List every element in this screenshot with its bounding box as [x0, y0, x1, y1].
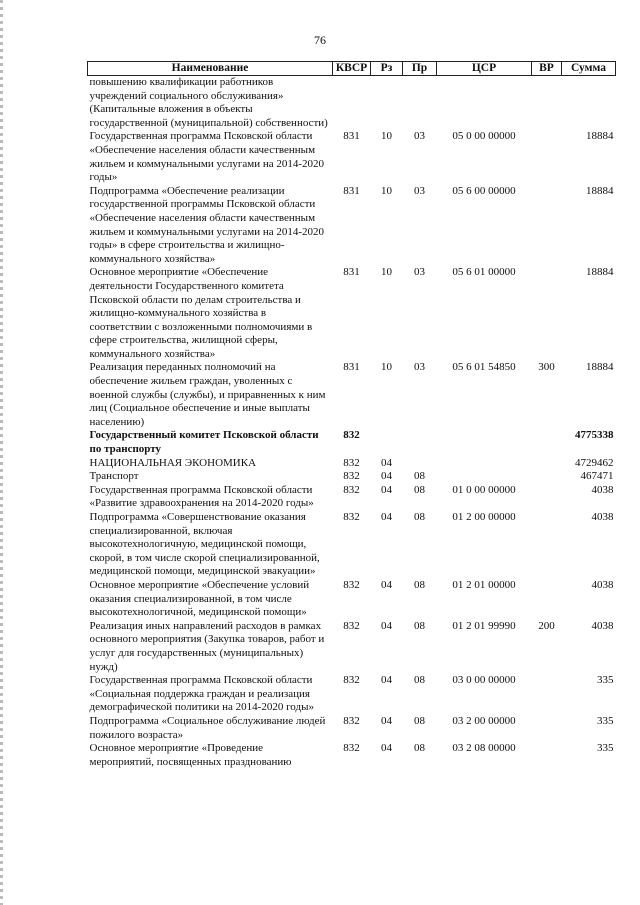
cell-name: Подпрограмма «Обеспечение реализации государственной программы Псковской области «Обеспечение населения области качественным жильем и коммунальными услугами на 2014-2020 годы» в сфере строительства и жилищно-коммунального хозяйства»	[89, 184, 325, 265]
table-row	[88, 185, 616, 267]
cell-csr	[437, 470, 532, 484]
table-row	[88, 76, 616, 131]
scan-edge	[0, 0, 3, 905]
cell-sum: 467471	[580, 470, 614, 483]
cell-pr: 08	[414, 742, 425, 755]
cell-kvsr: 831	[343, 130, 360, 143]
cell-pr: 03	[414, 266, 425, 279]
cell-name: Государственная программа Псковской области «Обеспечение населения области качественным жильем и коммунальными услугами на 2014-2020 годы»	[89, 130, 325, 184]
cell-rz: 04	[381, 578, 392, 591]
header-sum: Сумма	[562, 62, 616, 76]
cell-sum: 335	[597, 714, 614, 727]
cell-sum: 18884	[586, 361, 614, 374]
cell-name: Основное мероприятие «Обеспечение условий оказания специализированной, в том числе высокотехнологичной, медицинской помощи»	[89, 578, 310, 619]
table-row	[88, 511, 616, 579]
table-row	[88, 742, 616, 769]
cell-csr: 01 2 00 00000	[452, 511, 516, 523]
cell-rz: 04	[381, 714, 392, 727]
cell-pr: 08	[414, 578, 425, 591]
cell-pr	[403, 429, 437, 456]
cell-rz: 04	[381, 456, 392, 469]
cell-rz: 04	[381, 674, 392, 687]
table-row	[88, 579, 616, 620]
cell-kvsr: 832	[343, 456, 360, 469]
cell-pr: 08	[414, 714, 425, 727]
cell-name: Подпрограмма «Совершенствование оказания специализированной, включая высокотехнологичную, медицинской помощи, скорой, в том числе скорой специализированной, медицинской помощи, медицинской эвакуации»	[89, 511, 320, 578]
cell-rz: 04	[381, 483, 392, 496]
cell-sum: 335	[597, 742, 614, 755]
cell-name: повышению квалификации работников учреждений социального обслуживания» (Капитальные вложения в объекты государственной (муниципальной) собственности)	[89, 76, 328, 129]
cell-sum: 4038	[591, 578, 614, 591]
cell-name: Основное мероприятие «Обеспечение деятельности Государственного комитета Псковской области по делам строительства и жилищно-коммунального хозяйства в соответствии с возложенными полномочиями в сфере строительства, жилищной сферы, коммунального хозяйства»	[89, 266, 313, 360]
cell-rz: 04	[381, 470, 392, 483]
table-header-row	[88, 62, 616, 76]
cell-kvsr: 832	[343, 483, 360, 496]
cell-csr: 05 0 00 00000	[452, 130, 516, 143]
cell-csr: 01 2 01 99990	[452, 619, 516, 632]
cell-kvsr: 832	[343, 578, 360, 591]
cell-pr: 08	[414, 483, 425, 496]
cell-sum: 4038	[591, 511, 614, 523]
cell-vr	[532, 674, 562, 715]
cell-kvsr: 832	[343, 674, 360, 687]
cell-vr	[532, 76, 562, 131]
cell-csr: 03 0 00 00000	[452, 674, 516, 687]
page-number: 76	[314, 33, 326, 47]
header-rz: Рз	[371, 62, 403, 76]
cell-pr	[403, 457, 437, 471]
cell-vr	[532, 130, 562, 184]
cell-vr	[532, 579, 562, 620]
cell-rz	[371, 429, 403, 456]
cell-csr: 01 2 01 00000	[452, 578, 516, 591]
cell-rz: 10	[381, 184, 392, 197]
table-row	[88, 457, 616, 471]
header-kvsr: КВСР	[333, 62, 371, 76]
table-row	[88, 470, 616, 484]
cell-vr	[532, 429, 562, 456]
cell-name: Государственная программа Псковской области «Социальная поддержка граждан и реализация демографической политики на 2014-2020 годы»	[89, 674, 314, 714]
cell-pr	[403, 76, 437, 131]
table-body	[88, 76, 616, 770]
table-row	[88, 620, 616, 674]
cell-csr: 03 2 08 00000	[452, 742, 516, 755]
table-row	[88, 266, 616, 361]
table-row	[88, 429, 616, 456]
cell-pr: 08	[414, 470, 425, 483]
cell-csr: 05 6 00 00000	[452, 184, 516, 197]
cell-rz: 10	[381, 130, 392, 143]
cell-name: Государственная программа Псковской области «Развитие здравоохранения на 2014-2020 годы»	[89, 483, 314, 510]
cell-name: Реализация иных направлений расходов в рамках основного мероприятия (Закупка товаров, работ и услуг для государственных (муниципальных) нужд)	[89, 619, 325, 673]
cell-rz: 04	[381, 619, 392, 632]
header-pr: Пр	[403, 62, 437, 76]
cell-rz: 10	[381, 266, 392, 279]
cell-kvsr: 831	[343, 361, 360, 374]
cell-vr	[532, 484, 562, 511]
cell-vr	[532, 511, 562, 579]
cell-sum: 18884	[586, 266, 614, 279]
cell-vr	[532, 266, 562, 361]
cell-rz: 10	[381, 361, 392, 374]
cell-name: Государственный комитет Псковской области по транспорту	[89, 429, 319, 456]
cell-vr: 300	[538, 361, 555, 374]
cell-vr	[532, 470, 562, 484]
cell-pr: 03	[414, 184, 425, 197]
cell-vr: 200	[538, 619, 555, 632]
cell-csr	[437, 429, 532, 456]
cell-name: Транспорт	[89, 470, 139, 483]
cell-sum: 4038	[591, 619, 614, 632]
table-row	[88, 715, 616, 742]
cell-rz: 04	[381, 742, 392, 755]
budget-table	[87, 61, 616, 769]
cell-vr	[532, 185, 562, 267]
cell-kvsr: 832	[343, 714, 360, 727]
cell-kvsr: 832	[343, 619, 360, 632]
cell-sum: 335	[597, 674, 614, 687]
cell-sum: 4775338	[575, 429, 614, 442]
cell-sum: 4038	[591, 483, 614, 496]
table-row	[88, 484, 616, 511]
cell-vr	[532, 457, 562, 471]
cell-name: Основное мероприятие «Проведение мероприятий, посвященных празднованию	[89, 742, 292, 768]
cell-sum: 18884	[586, 130, 614, 143]
cell-sum	[562, 76, 616, 131]
cell-name: Реализация переданных полномочий на обеспечение жильем граждан, уволенных с военной службы (службы), и приравненных к ним лиц (Социальное обеспечение и иные выплаты населению)	[89, 361, 326, 428]
cell-name: Подпрограмма «Социальное обслуживание людей пожилого возраста»	[89, 714, 326, 741]
cell-pr: 08	[414, 511, 425, 523]
cell-kvsr: 832	[343, 511, 360, 523]
cell-vr	[532, 742, 562, 769]
cell-sum: 4729462	[575, 456, 614, 469]
cell-csr: 05 6 01 00000	[452, 266, 516, 279]
cell-pr: 08	[414, 619, 425, 632]
cell-rz	[371, 76, 403, 131]
cell-csr	[437, 457, 532, 471]
header-name: Наименование	[88, 62, 333, 76]
table-row	[88, 130, 616, 184]
cell-csr	[437, 76, 532, 131]
cell-sum: 18884	[586, 184, 614, 197]
table-row	[88, 361, 616, 429]
cell-csr: 05 6 01 54850	[452, 361, 516, 374]
cell-pr: 03	[414, 130, 425, 143]
cell-csr: 01 0 00 00000	[452, 483, 516, 496]
cell-kvsr	[333, 76, 371, 131]
cell-pr: 08	[414, 674, 425, 687]
cell-name: НАЦИОНАЛЬНАЯ ЭКОНОМИКА	[89, 456, 257, 469]
cell-csr: 03 2 00 00000	[452, 714, 516, 727]
cell-rz: 04	[381, 511, 392, 523]
table-row	[88, 674, 616, 715]
cell-kvsr: 831	[343, 184, 360, 197]
cell-pr: 03	[414, 361, 425, 374]
cell-kvsr: 832	[343, 429, 360, 442]
cell-vr	[532, 715, 562, 742]
cell-kvsr: 831	[343, 266, 360, 279]
cell-kvsr: 832	[343, 470, 360, 483]
header-csr: ЦСР	[437, 62, 532, 76]
cell-kvsr: 832	[343, 742, 360, 755]
header-vr: ВР	[532, 62, 562, 76]
